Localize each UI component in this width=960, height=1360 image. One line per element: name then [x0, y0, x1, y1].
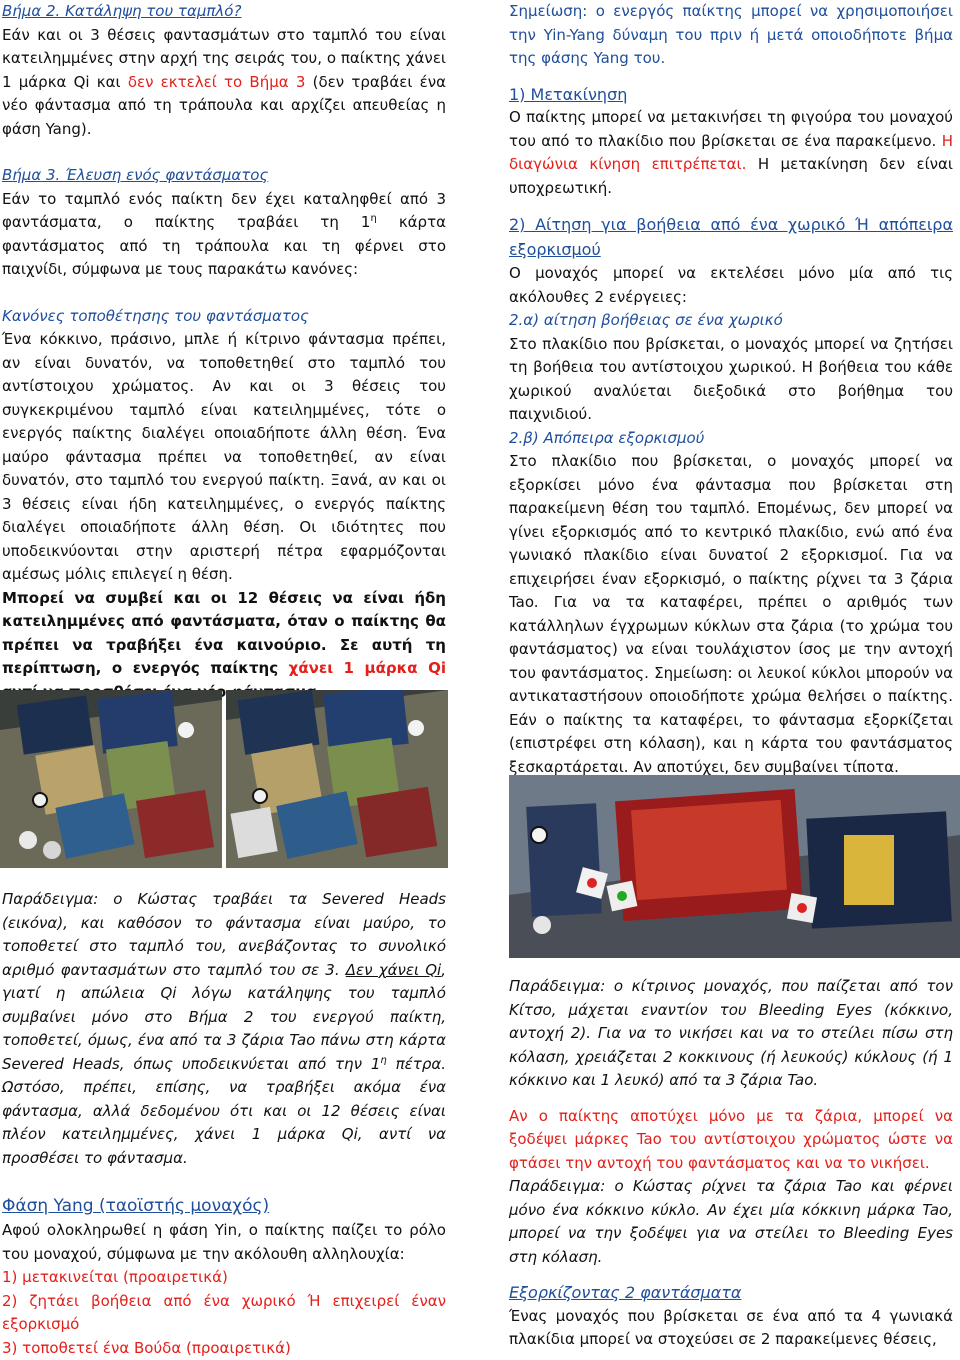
step2-text: Εάν και οι 3 θέσεις φαντασμάτων στο ταμπλό του είναι κατειλημμένες στην αρχή της σειράς του, ο παίκτης χάνει 1 μάρκα Qi και δεν εκτελεί το Βήμα 3 (δεν τραβάει ένα νέο φάντασμα από τη τράπουλα και αρχίζει απευθείας η φάση Yang).: [2, 24, 446, 142]
step3-text: Εάν το ταμπλό ενός παίκτη δεν έχει καταληφθεί από 3 φαντάσματα, ο παίκτης τραβάει τη $1^\eta$ κάρτα φαντάσματος από τη τράπουλα και τη φέρνει στο παιχνίδι, σύμφωνα με τους παρακάτω κανόνες:: [2, 188, 446, 282]
example-underlined: Δεν χάνει Qi: [346, 961, 441, 979]
left-column-lower: [2, 888, 446, 1360]
move-text: Ο παίκτης μπορεί να μετακινήσει τη φιγούρα του μοναχού του από το πλακίδιο που βρίσκεται σε ένα παρακείμενο. Η διαγώνια κίνηση επιτρέπεται. Η μετακίνηση δεν είναι υποχρεωτική.: [509, 106, 953, 200]
fail-red-text: Αν ο παίκτης αποτύχει μόνο με τα ζάρια, μπορεί να ξοδέψει μάρκες Tao του αντίστοιχου χρώματος ώστε να φτάσει την αντοχή του φαντάσματος και να το νικήσει.: [509, 1105, 953, 1176]
exorcise2-title: Εξορκίζοντας 2 φαντάσματα: [509, 1281, 953, 1305]
example-text: Παράδειγμα: ο Κώστας τραβάει τα Severed Heads (εικόνα), και καθόσον το φάντασμα είναι μαύρο, το τοποθετεί στο ταμπλό του, ανεβάζοντας το συνολικό αριθμό φαντασμάτων στο ταμπλό του σε 3. Δεν χάνει Qi, γιατί η απώλεια Qi λόγω κατάληψης του ταμπλό συμβαίνει μόνο στο Βήμα 2 του ενεργού παίκτη, τοποθετεί, όμως, ένα από τα 3 ζάρια Tao πάνω στη κάρτα Severed Heads, όπως υποδεικνύεται από την $1^\eta$ πέτρα. Ωστόσο, πρέπει, επίσης, να τραβήξει ακόμα ένα φάντασμα, αλλά δεδομένου ότι και οι 12 θέσεις είναι πλέον κατειλημμένες, χάνει 1 μάρκα Qi, αντί να προσθέσει το φάντασμα.: [2, 888, 446, 1170]
help-b-title: 2.β) Απόπειρα εξορκισμού: [509, 427, 953, 451]
yang-step-2: 2) ζητάει βοήθεια από ένα χωρικό Ή επιχειρεί έναν εξορκισμό: [2, 1290, 446, 1337]
yang-step-3: 3) τοποθετεί ένα Βούδα (προαιρετικά): [2, 1337, 446, 1360]
example1-text: Παράδειγμα: ο κίτρινος μοναχός, που παίζεται από τον Κίτσο, μάχεται εναντίον του Bleeding Eyes (κόκκινο, αντοχή 2). Για να το νικήσει και να το στείλει πίσω στη κόλαση, χρειάζεται 2 κοκκινους (ή λευκούς) κύκλους (ή 1 κόκκινο και 1 λευκό) από τα 3 ζάρια Tao.: [509, 975, 953, 1093]
exorcise2-text: Ένας μοναχός που βρίσκεται σε ένα από τα 4 γωνιακά πλακίδια μπορεί να στοχεύσει σε 2 παρακείμενες θέσεις,: [509, 1305, 953, 1352]
rules-text: Ένα κόκκινο, πράσινο, μπλε ή κίτρινο φάντασμα πρέπει, αν είναι δυνατόν, να τοποθετηθεί στο ταμπλό του αντίστοιχου χρώματος. Αν και οι 3 θέσεις του συγκεκριμένου ταμπλό είναι κατειλημμένες, τότε ο ενεργός παίκτης διαλέγει οποιαδήποτε άλλη θέση. Ένα μαύρο φάντασμα πρέπει να τοποθετηθεί, αν είναι δυνατόν, στο ταμπλό του ενεργού παίκτη. Ξανά, αν και οι 3 θέσεις είναι ήδη κατειλημμένες, ο ενεργός παίκτης διαλέγει οποιαδήποτε άλλη θέση. Οι ιδιότητες που υποδεικνύονται στην αριστερή πέτρα εφαρμόζονται αμέσως μόλις επιλεγεί η θέση.: [2, 328, 446, 587]
step2-red-text: δεν εκτελεί το Βήμα 3: [128, 73, 306, 91]
photo-left-1: [0, 690, 222, 868]
right-column-lower: [509, 975, 953, 1352]
help-a-title: 2.α) αίτηση βοήθειας σε ένα χωρικό: [509, 309, 953, 333]
rules-bold-red: χάνει 1 μάρκα Qi: [289, 659, 446, 677]
note-text: Σημείωση: ο ενεργός παίκτης μπορεί να χρησιμοποιήσει την Yin-Yang δύναμη του πριν ή μετά οποιοδήποτε βήμα της φάσης Yang του.: [509, 0, 953, 71]
help-a-text: Στο πλακίδιο που βρίσκεται, ο μοναχός μπορεί να ζητήσει τη βοήθεια του αντίστοιχου χωρικού. Η βοήθεια του κάθε χωρικού αναλύεται διεξοδικά στο βοήθημα του παιχνιδιού.: [509, 333, 953, 427]
move-red-text: Η διαγώνια κίνηση επιτρέπεται.: [509, 132, 953, 174]
rules-title: Κανόνες τοποθέτησης του φαντάσματος: [2, 305, 446, 329]
yang-step-1: 1) μετακινείται (προαιρετικά): [2, 1266, 446, 1290]
left-column: [2, 0, 446, 704]
help-title: 2) Αίτηση για βοήθεια από ένα χωρικό Ή απόπειρα εξορκισμού: [509, 212, 953, 262]
help-text: Ο μοναχός μπορεί να εκτελέσει μόνο μία από τις ακόλουθες 2 ενέργειες:: [509, 262, 953, 309]
help-b-text: Στο πλακίδιο που βρίσκεται, ο μοναχός μπορεί να εξορκίσει μόνο ένα φάντασμα που βρίσκεται στη παρακείμενη θέση του ταμπλό. Επομένως, δεν μπορεί να γίνει εξορκισμός από το κεντρικό πλακίδιο, ενώ από ένα γωνιακό πλακίδιο είναι δυνατοί 2 εξορκισμοί. Για να επιχειρήσει έναν εξορκισμό, ο παίκτης ρίχνει τα 3 ζάρια Tao. Για να τα καταφέρει, πρέπει ο αριθμός των κατάλληλων έγχρωμων κύκλων στα ζάρια (το χρώμα του φαντάσματος) να είναι τουλάχιστον ίσος με την αντοχή του φαντάσματος. Σημείωση: οι λευκοί κύκλοι μπορούν να αντικαταστήσουν οποιοδήποτε χρώμα θελήσει ο παίκτης. Εάν ο παίκτης τα καταφέρει, το φάντασμα εξορκίζεται (επιστρέφει στη κόλαση), και η κάρτα του φαντάσματος ξεσκαρτάρεται. Αν αποτύχει, δεν συμβαίνει τίποτα.: [509, 450, 953, 779]
yang-text: Αφού ολοκληρωθεί η φάση Yin, ο παίκτης παίζει το ρόλο του μοναχού, σύμφωνα με την ακόλουθη αλληλουχία:: [2, 1219, 446, 1266]
example2-text: Παράδειγμα: ο Κώστας ρίχνει τα ζάρια Tao και φέρνει μόνο ένα κόκκινο κύκλο. Αν έχει μία κόκκινη μάρκα Tao, μπορεί να την ξοδέψει για να στείλει το Bleeding Eyes στη κόλαση.: [509, 1175, 953, 1269]
right-column: [509, 0, 953, 779]
photo-left-2: [226, 690, 448, 868]
yang-title: Φάση Yang (ταοϊστής μοναχός): [2, 1193, 446, 1219]
step3-title: Βήμα 3. Έλευση ενός φαντάσματος: [2, 164, 446, 188]
photo-left-1-svg: [0, 690, 222, 868]
photo-right: [509, 775, 960, 958]
photo-left-2-svg: [226, 690, 448, 868]
rules-bold-text: Μπορεί να συμβεί και οι 12 θέσεις να είναι ήδη κατειλημμένες από φαντάσματα, όταν ο παίκτης θα πρέπει να τραβήξει ένα καινούριο. Σε αυτή τη περίπτωση, ο ενεργός παίκτης χάνει 1 μάρκα Qi: [2, 587, 446, 705]
photo-right-svg: [509, 775, 960, 958]
move-title: 1) Μετακίνηση: [509, 83, 953, 107]
step2-title: Βήμα 2. Κατάληψη του ταμπλό?: [2, 0, 446, 24]
